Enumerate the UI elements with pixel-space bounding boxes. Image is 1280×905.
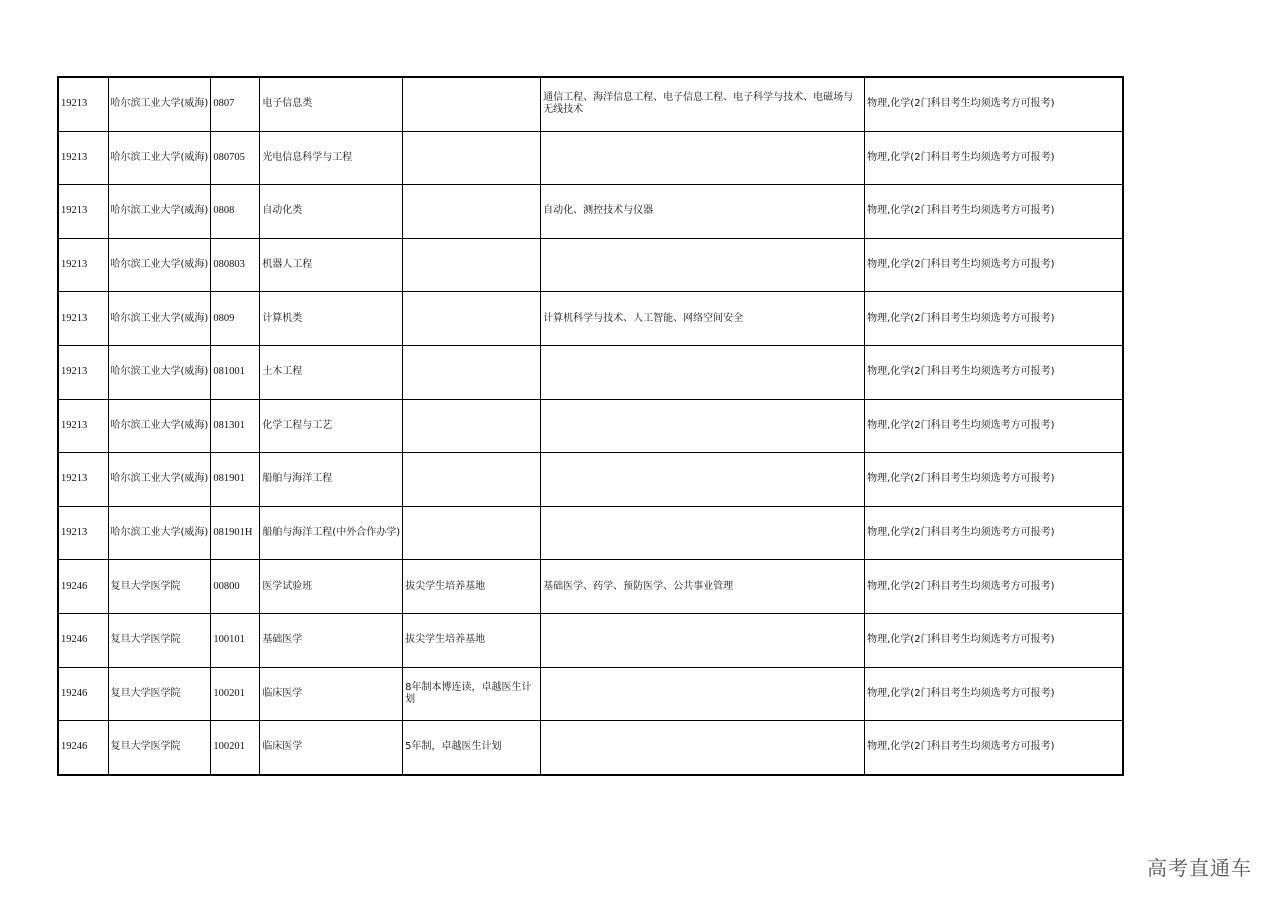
table-row [58, 238, 1123, 292]
subject-requirement-cell: 物理,化学(2门科目考生均须选考方可报考) [865, 560, 1123, 614]
major-code-cell: 100101 [211, 613, 260, 667]
major-code-cell: 0809 [211, 292, 260, 346]
major-note-cell: 5年制，卓越医生计划 [403, 721, 541, 775]
included-majors-cell [541, 345, 865, 399]
table-body [58, 77, 1123, 775]
major-note-cell [403, 506, 541, 560]
table-row [58, 721, 1123, 775]
major-name-cell: 基础医学 [260, 613, 403, 667]
subject-requirement-cell: 物理,化学(2门科目考生均须选考方可报考) [865, 613, 1123, 667]
included-majors-cell [541, 613, 865, 667]
major-note-cell [403, 131, 541, 185]
school-code-cell: 19213 [58, 506, 108, 560]
school-name-cell: 哈尔滨工业大学(威海) [108, 506, 211, 560]
school-code-cell: 19246 [58, 560, 108, 614]
major-code-cell: 00800 [211, 560, 260, 614]
school-name-cell: 哈尔滨工业大学(威海) [108, 131, 211, 185]
major-code-cell: 081901H [211, 506, 260, 560]
subject-requirement-cell: 物理,化学(2门科目考生均须选考方可报考) [865, 345, 1123, 399]
table-row [58, 345, 1123, 399]
major-code-cell: 080705 [211, 131, 260, 185]
included-majors-cell [541, 721, 865, 775]
major-code-cell: 081301 [211, 399, 260, 453]
included-majors-cell: 基础医学、药学、预防医学、公共事业管理 [541, 560, 865, 614]
table-row [58, 613, 1123, 667]
major-code-cell: 100201 [211, 667, 260, 721]
school-name-cell: 哈尔滨工业大学(威海) [108, 292, 211, 346]
included-majors-cell [541, 667, 865, 721]
major-code-cell: 0808 [211, 185, 260, 239]
major-note-cell [403, 238, 541, 292]
included-majors-cell: 自动化、测控技术与仪器 [541, 185, 865, 239]
major-code-cell: 081901 [211, 453, 260, 507]
school-code-cell: 19246 [58, 667, 108, 721]
included-majors-cell [541, 238, 865, 292]
school-name-cell: 哈尔滨工业大学(威海) [108, 238, 211, 292]
major-note-cell: 拔尖学生培养基地 [403, 560, 541, 614]
major-name-cell: 临床医学 [260, 667, 403, 721]
school-code-cell: 19213 [58, 399, 108, 453]
table-row [58, 506, 1123, 560]
subject-requirement-cell: 物理,化学(2门科目考生均须选考方可报考) [865, 506, 1123, 560]
major-code-cell: 081001 [211, 345, 260, 399]
school-code-cell: 19246 [58, 613, 108, 667]
major-name-cell: 计算机类 [260, 292, 403, 346]
school-name-cell: 哈尔滨工业大学(威海) [108, 453, 211, 507]
subject-requirement-cell: 物理,化学(2门科目考生均须选考方可报考) [865, 721, 1123, 775]
included-majors-cell [541, 453, 865, 507]
subject-requirement-cell: 物理,化学(2门科目考生均须选考方可报考) [865, 667, 1123, 721]
subject-requirement-cell: 物理,化学(2门科目考生均须选考方可报考) [865, 238, 1123, 292]
school-code-cell: 19213 [58, 453, 108, 507]
included-majors-cell [541, 399, 865, 453]
major-note-cell [403, 399, 541, 453]
table-row [58, 667, 1123, 721]
major-name-cell: 临床医学 [260, 721, 403, 775]
school-code-cell: 19246 [58, 721, 108, 775]
table-row [58, 185, 1123, 239]
included-majors-cell [541, 506, 865, 560]
major-code-cell: 080803 [211, 238, 260, 292]
major-note-cell: 8年制本博连读，卓越医生计划 [403, 667, 541, 721]
table-row [58, 292, 1123, 346]
major-note-cell: 拔尖学生培养基地 [403, 613, 541, 667]
major-name-cell: 土木工程 [260, 345, 403, 399]
major-name-cell: 自动化类 [260, 185, 403, 239]
major-name-cell: 机器人工程 [260, 238, 403, 292]
school-name-cell: 复旦大学医学院 [108, 613, 211, 667]
major-code-cell: 100201 [211, 721, 260, 775]
school-code-cell: 19213 [58, 345, 108, 399]
school-name-cell: 哈尔滨工业大学(威海) [108, 345, 211, 399]
school-code-cell: 19213 [58, 238, 108, 292]
major-name-cell: 电子信息类 [260, 77, 403, 131]
major-note-cell [403, 292, 541, 346]
subject-requirement-cell: 物理,化学(2门科目考生均须选考方可报考) [865, 453, 1123, 507]
subject-requirement-cell: 物理,化学(2门科目考生均须选考方可报考) [865, 185, 1123, 239]
watermark-text: 高考直通车 [1147, 856, 1252, 880]
major-name-cell: 医学试验班 [260, 560, 403, 614]
subject-requirement-cell: 物理,化学(2门科目考生均须选考方可报考) [865, 399, 1123, 453]
school-code-cell: 19213 [58, 292, 108, 346]
included-majors-cell: 通信工程、海洋信息工程、电子信息工程、电子科学与技术、电磁场与无线技术 [541, 77, 865, 131]
table-row [58, 453, 1123, 507]
included-majors-cell: 计算机科学与技术、人工智能、网络空间安全 [541, 292, 865, 346]
school-name-cell: 复旦大学医学院 [108, 560, 211, 614]
major-name-cell: 光电信息科学与工程 [260, 131, 403, 185]
school-name-cell: 哈尔滨工业大学(威海) [108, 399, 211, 453]
subject-requirement-cell: 物理,化学(2门科目考生均须选考方可报考) [865, 292, 1123, 346]
table-row [58, 399, 1123, 453]
school-name-cell: 哈尔滨工业大学(威海) [108, 185, 211, 239]
included-majors-cell [541, 131, 865, 185]
major-note-cell [403, 453, 541, 507]
major-code-cell: 0807 [211, 77, 260, 131]
subject-requirement-cell: 物理,化学(2门科目考生均须选考方可报考) [865, 77, 1123, 131]
table-row [58, 560, 1123, 614]
major-note-cell [403, 77, 541, 131]
major-note-cell [403, 185, 541, 239]
school-code-cell: 19213 [58, 185, 108, 239]
table-row [58, 131, 1123, 185]
school-code-cell: 19213 [58, 77, 108, 131]
major-name-cell: 船舶与海洋工程 [260, 453, 403, 507]
subject-requirement-cell: 物理,化学(2门科目考生均须选考方可报考) [865, 131, 1123, 185]
admission-table [57, 76, 1124, 776]
table-row [58, 77, 1123, 131]
major-note-cell [403, 345, 541, 399]
school-name-cell: 复旦大学医学院 [108, 667, 211, 721]
school-code-cell: 19213 [58, 131, 108, 185]
major-name-cell: 化学工程与工艺 [260, 399, 403, 453]
major-name-cell: 船舶与海洋工程(中外合作办学) [260, 506, 403, 560]
school-name-cell: 复旦大学医学院 [108, 721, 211, 775]
school-name-cell: 哈尔滨工业大学(威海) [108, 77, 211, 131]
